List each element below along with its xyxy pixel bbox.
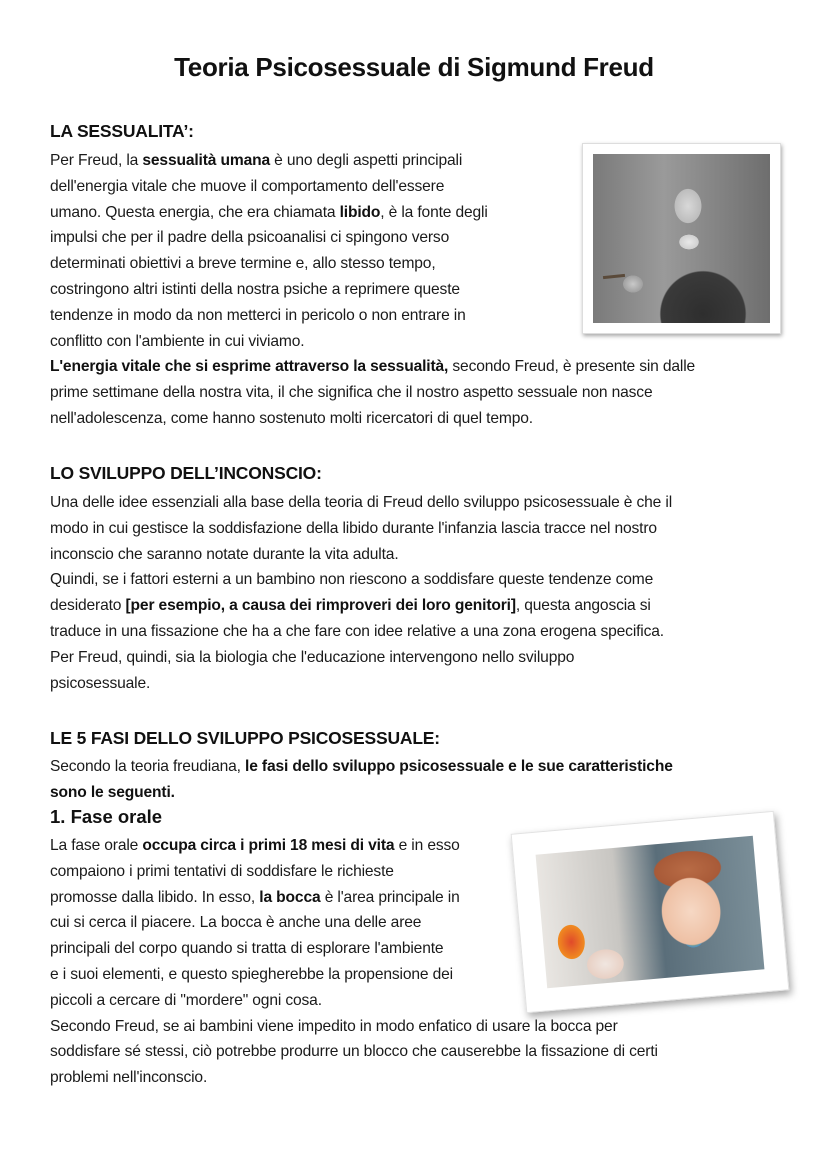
freud-portrait-photo bbox=[582, 143, 781, 334]
text-run: La fase orale bbox=[50, 837, 143, 854]
text-run: problemi nell'inconscio. bbox=[50, 1069, 208, 1087]
text-run: conflitto con l'ambiente in cui viviamo. bbox=[50, 332, 305, 350]
text-run: soddisfare sé stessi, ciò potrebbe produrre un blocco che causerebbe la fissazione di certi bbox=[50, 1043, 658, 1061]
baby-teething-photo bbox=[511, 811, 790, 1013]
bold-text: occupa circa i primi 18 mesi di vita bbox=[142, 837, 395, 854]
section-heading-inconscio: LO SVILUPPO DELL’INCONSCIO: bbox=[50, 463, 322, 483]
text-run: Per Freud, quindi, sia la biologia che l'educazione intervengono nello sviluppo bbox=[50, 648, 575, 666]
text-run: Secondo la teoria freudiana, bbox=[50, 758, 246, 775]
baby-photo-icon bbox=[536, 836, 765, 988]
text-run: è uno degli aspetti principali bbox=[270, 152, 463, 169]
text-run: Una delle idee essenziali alla base della teoria di Freud dello sviluppo psicosessuale è che il bbox=[50, 494, 673, 511]
text-run: umano. Questa energia, che era chiamata bbox=[50, 203, 340, 221]
text-run: compaiono i primi tentativi di soddisfare le richieste bbox=[50, 862, 394, 880]
text-run: , questa angoscia si bbox=[515, 597, 651, 615]
text-run: tendenze in modo da non metterci in pericolo o non entrare in bbox=[50, 306, 466, 324]
text-line bbox=[50, 754, 673, 780]
text-line bbox=[50, 1065, 658, 1091]
text-run: principali del corpo quando si tratta di esplorare l'ambiente bbox=[50, 940, 444, 958]
text-run: piccoli a cercare di "mordere" ogni cosa. bbox=[50, 991, 322, 1009]
text-run: Secondo Freud, se ai bambini viene impedito in modo enfatico di usare la bocca per bbox=[50, 1017, 618, 1035]
text-line bbox=[50, 619, 672, 645]
section-intro-fasi bbox=[50, 754, 673, 806]
text-run: cui si cerca il piacere. La bocca è anche una delle aree bbox=[50, 914, 422, 932]
text-line bbox=[50, 406, 695, 432]
bold-text: L'energia vitale che si esprime attraverso la sessualità, bbox=[50, 358, 449, 376]
text-run: promosse dalla libido. In esso, bbox=[50, 888, 260, 906]
text-line bbox=[50, 780, 673, 806]
text-line bbox=[50, 1014, 658, 1040]
text-run: inconscio che saranno notate durante la vita adulta. bbox=[50, 545, 399, 563]
text-line bbox=[50, 567, 672, 593]
text-run: modo in cui gestisce la soddisfazione della libido durante l'infanzia lascia tracce nel nostro bbox=[50, 519, 657, 537]
portrait-photo-icon bbox=[593, 154, 770, 323]
text-run: impulsi che per il padre della psicoanalisi ci spingono verso bbox=[50, 229, 450, 247]
bold-text: la bocca bbox=[259, 888, 321, 906]
text-run: è l'area principale in bbox=[320, 888, 460, 906]
text-line bbox=[50, 490, 672, 516]
document-title: Teoria Psicosessuale di Sigmund Freud bbox=[174, 52, 654, 82]
text-line bbox=[50, 645, 672, 671]
text-run: traduce in una fissazione che ha a che fare con idee relative a una zona erogena specifica. bbox=[50, 622, 664, 640]
text-run: Per Freud, la bbox=[50, 152, 143, 169]
text-run: costringono altri istinti della nostra psiche a reprimere queste bbox=[50, 280, 460, 298]
text-line bbox=[50, 516, 672, 542]
text-run: dell'energia vitale che muove il comportamento dell'essere bbox=[50, 177, 445, 195]
text-run: Quindi, se i fattori esterni a un bambino non riescono a soddisfare queste tendenze come bbox=[50, 571, 654, 589]
section-heading-fasi: LE 5 FASI DELLO SVILUPPO PSICOSESSUALE: bbox=[50, 728, 440, 748]
bold-text: sono le seguenti. bbox=[50, 783, 175, 801]
text-line bbox=[50, 593, 672, 619]
bold-text: [per esempio, a causa dei rimproveri dei loro genitori] bbox=[125, 597, 516, 615]
text-line bbox=[50, 380, 695, 406]
bold-text: libido bbox=[339, 203, 381, 221]
text-line bbox=[50, 1039, 658, 1065]
bold-text: sessualità umana bbox=[142, 152, 270, 169]
text-run: nell'adolescenza, come hanno sostenuto molti ricercatori di quel tempo. bbox=[50, 409, 533, 427]
text-run: prime settimane della nostra vita, il che significa che il nostro aspetto sessuale non nasce bbox=[50, 384, 653, 402]
text-run: determinati obiettivi a breve termine e, allo stesso tempo, bbox=[50, 255, 436, 273]
text-run: e in esso bbox=[394, 837, 460, 854]
text-line bbox=[50, 671, 672, 697]
text-run: psicosessuale. bbox=[50, 674, 151, 692]
text-run: , è la fonte degli bbox=[380, 203, 488, 221]
section-heading-sessualita: LA SESSUALITA’: bbox=[50, 121, 194, 141]
text-line bbox=[50, 542, 672, 568]
text-line bbox=[50, 354, 695, 380]
text-run: e i suoi elementi, e questo spiegherebbe la propensione dei bbox=[50, 965, 453, 983]
bold-text: le fasi dello sviluppo psicosessuale e le sue caratteristiche bbox=[245, 758, 673, 775]
text-run: secondo Freud, è presente sin dalle bbox=[448, 358, 696, 376]
text-run: desiderato bbox=[50, 597, 126, 615]
phase-heading-orale: 1. Fase orale bbox=[50, 806, 163, 827]
section-body-inconscio bbox=[50, 490, 672, 696]
